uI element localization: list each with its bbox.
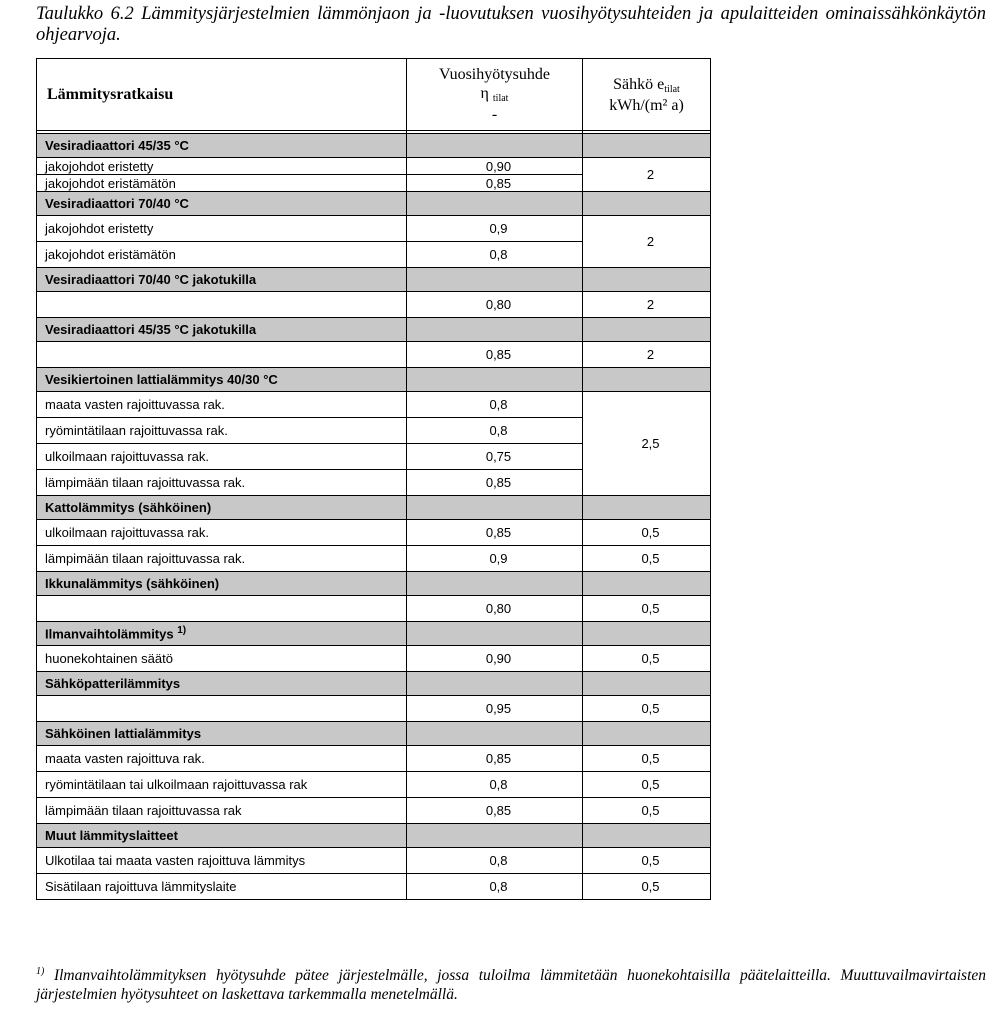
row-electricity: 2 [583, 342, 711, 368]
section-row [37, 134, 711, 158]
table-body [37, 134, 711, 900]
section-title [37, 134, 407, 158]
row-efficiency: 0,85 [407, 175, 583, 192]
row-efficiency: 0,80 [407, 596, 583, 622]
row-efficiency: 0,8 [407, 418, 583, 444]
row-label [37, 696, 407, 722]
section-title-text: Vesiradiaattori 45/35 °C [45, 138, 189, 153]
section-title [37, 572, 407, 596]
row-label [37, 596, 407, 622]
section-row [37, 318, 711, 342]
row-electricity: 0,5 [583, 646, 711, 672]
row-efficiency: 0,75 [407, 444, 583, 470]
table-row [37, 798, 711, 824]
section-title-text: Ikkunalämmitys (sähköinen) [45, 576, 220, 591]
row-label: ryömintätilaan tai ulkoilmaan rajoittuvassa rak [37, 772, 407, 798]
footnote-mark: 1) [36, 966, 45, 977]
row-label: ulkoilmaan rajoittuvassa rak. [37, 444, 407, 470]
section-title-text: Sähköinen lattialämmitys [45, 726, 202, 741]
section-title-text: Sähköpatterilämmitys [45, 676, 181, 691]
row-efficiency: 0,8 [407, 874, 583, 900]
table-row [37, 216, 711, 242]
row-efficiency: 0,8 [407, 772, 583, 798]
section-title [37, 192, 407, 216]
row-efficiency: 0,85 [407, 798, 583, 824]
section-row [37, 572, 711, 596]
section-title-text: Vesikiertoinen lattialämmitys 40/30 °C [45, 372, 278, 387]
section-cell-empty [583, 318, 711, 342]
section-title-text: Ilmanvaihtolämmitys [45, 626, 174, 642]
section-cell-empty [583, 134, 711, 158]
row-label: ulkoilmaan rajoittuvassa rak. [37, 520, 407, 546]
section-cell-empty [407, 318, 583, 342]
header-elec-subscript: tilat [664, 83, 680, 95]
row-label: huonekohtainen säätö [37, 646, 407, 672]
row-label: jakojohdot eristetty [37, 216, 407, 242]
section-title-text: Vesiradiaattori 45/35 °C jakotukilla [45, 322, 257, 337]
table-row [37, 392, 711, 418]
row-label: ryömintätilaan rajoittuvassa rak. [37, 418, 407, 444]
row-electricity: 0,5 [583, 848, 711, 874]
row-label: maata vasten rajoittuvassa rak. [37, 392, 407, 418]
section-row [37, 722, 711, 746]
table-row [37, 646, 711, 672]
row-efficiency: 0,95 [407, 696, 583, 722]
header-eff-symbol: η [480, 85, 489, 102]
section-cell-empty [583, 496, 711, 520]
section-cell-empty [583, 192, 711, 216]
header-annual-efficiency [407, 59, 583, 131]
row-electricity: 2,5 [583, 392, 711, 496]
row-label: lämpimään tilaan rajoittuvassa rak. [37, 470, 407, 496]
header-eff-title: Vuosihyötysuhde [438, 66, 551, 83]
row-electricity: 2 [583, 158, 711, 192]
row-label: Ulkotilaa tai maata vasten rajoittuva lämmitys [37, 848, 407, 874]
footnote-text: Ilmanvaihtolämmityksen hyötysuhde pätee järjestelmälle, jossa tuloilma lämmitetään huonekohtaisilla päätelaitteilla. Muuttuvailmavirtaisten järjestelmien hyötysuhteet on laskettava tarkemmalla menetelmällä. [36, 967, 987, 1004]
row-electricity: 0,5 [583, 596, 711, 622]
section-title-text: Vesiradiaattori 70/40 °C [45, 196, 189, 211]
section-title-text: Kattolämmitys (sähköinen) [45, 500, 212, 515]
header-elec-title: Sähkö e [613, 75, 665, 93]
table-row [37, 874, 711, 900]
row-electricity: 0,5 [583, 546, 711, 572]
section-row [37, 192, 711, 216]
table-header-row [37, 59, 711, 131]
row-label: jakojohdot eristämätön [37, 175, 407, 192]
row-label: jakojohdot eristetty [37, 158, 407, 175]
row-label: lämpimään tilaan rajoittuvassa rak [37, 798, 407, 824]
table-row [37, 596, 711, 622]
row-electricity: 2 [583, 292, 711, 318]
row-electricity: 2 [583, 216, 711, 268]
row-electricity: 0,5 [583, 772, 711, 798]
table-row [37, 848, 711, 874]
row-efficiency: 0,9 [407, 546, 583, 572]
row-electricity: 0,5 [583, 746, 711, 772]
row-label: lämpimään tilaan rajoittuvassa rak. [37, 546, 407, 572]
table-footnote [36, 962, 986, 1004]
row-electricity: 0,5 [583, 874, 711, 900]
row-efficiency: 0,80 [407, 292, 583, 318]
row-efficiency: 0,90 [407, 646, 583, 672]
row-efficiency: 0,8 [407, 242, 583, 268]
section-cell-empty [583, 824, 711, 848]
section-title [37, 672, 407, 696]
table-caption: Taulukko 6.2 Lämmitysjärjestelmien lämmönjaon ja -luovutuksen vuosihyötysuhteiden ja apulaitteiden ominaissähkönkäytön ohjearvoja. [36, 4, 986, 45]
heating-table [36, 58, 711, 900]
section-cell-empty [583, 572, 711, 596]
header-electricity [583, 59, 711, 131]
section-cell-empty [407, 622, 583, 646]
section-cell-empty [583, 622, 711, 646]
section-title-text: Vesiradiaattori 70/40 °C jakotukilla [45, 272, 257, 287]
row-efficiency: 0,9 [407, 216, 583, 242]
header-heating-solution: Lämmitysratkaisu [37, 59, 407, 131]
section-row [37, 268, 711, 292]
row-label: maata vasten rajoittuva rak. [37, 746, 407, 772]
section-cell-empty [407, 672, 583, 696]
row-label [37, 292, 407, 318]
section-title [37, 368, 407, 392]
section-cell-empty [407, 572, 583, 596]
section-row [37, 824, 711, 848]
section-title [37, 722, 407, 746]
section-cell-empty [407, 134, 583, 158]
section-cell-empty [407, 268, 583, 292]
section-row [37, 622, 711, 646]
section-title [37, 622, 407, 646]
section-cell-empty [407, 496, 583, 520]
table-row [37, 746, 711, 772]
section-cell-empty [407, 368, 583, 392]
section-cell-empty [407, 192, 583, 216]
section-cell-empty [583, 368, 711, 392]
row-electricity: 0,5 [583, 696, 711, 722]
row-label: jakojohdot eristämätön [37, 242, 407, 268]
section-cell-empty [583, 268, 711, 292]
row-efficiency: 0,8 [407, 848, 583, 874]
section-title-text: Muut lämmityslaitteet [45, 828, 178, 843]
header-eff-subscript: tilat [492, 93, 509, 104]
row-efficiency: 0,85 [407, 342, 583, 368]
section-row [37, 368, 711, 392]
table-row [37, 520, 711, 546]
row-electricity: 0,5 [583, 520, 711, 546]
row-efficiency: 0,85 [407, 470, 583, 496]
section-row [37, 672, 711, 696]
row-electricity: 0,5 [583, 798, 711, 824]
table-row [37, 292, 711, 318]
row-efficiency: 0,8 [407, 392, 583, 418]
row-efficiency: 0,85 [407, 746, 583, 772]
table-row [37, 158, 711, 175]
section-title [37, 268, 407, 292]
row-efficiency: 0,90 [407, 158, 583, 175]
section-cell-empty [583, 722, 711, 746]
table-row [37, 696, 711, 722]
table-row [37, 772, 711, 798]
section-title [37, 318, 407, 342]
section-title [37, 496, 407, 520]
row-efficiency: 0,85 [407, 520, 583, 546]
row-label [37, 342, 407, 368]
section-cell-empty [407, 824, 583, 848]
section-title [37, 824, 407, 848]
table-row [37, 342, 711, 368]
table-row [37, 546, 711, 572]
section-row [37, 496, 711, 520]
section-cell-empty [407, 722, 583, 746]
section-cell-empty [583, 672, 711, 696]
header-elec-unit: kWh/(m² a) [609, 96, 684, 114]
header-eff-unit: - [491, 106, 498, 123]
section-footnote-mark: 1) [177, 625, 187, 637]
row-label: Sisätilaan rajoittuva lämmityslaite [37, 874, 407, 900]
